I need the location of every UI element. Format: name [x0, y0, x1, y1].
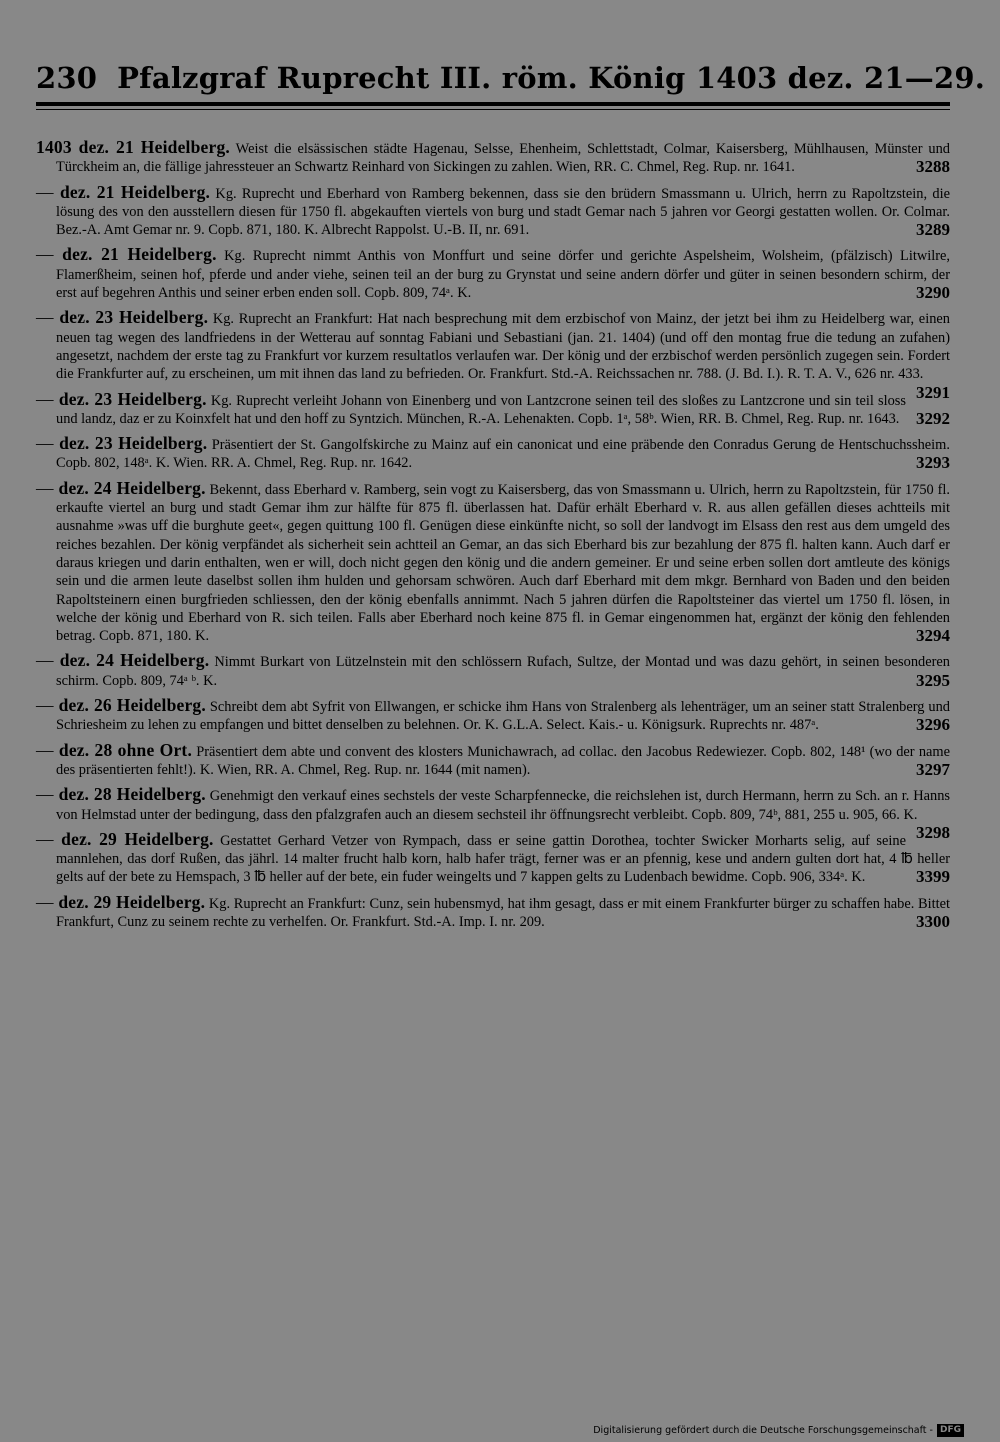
page-header [36, 58, 986, 98]
footer-credit [593, 1424, 964, 1437]
regest-entry: — dez. 21 Heidelberg. Kg. Ruprecht nimmt Anthis von Monffurt und seine dörfer und gerichte Aspelsheim, Wolsheim, (pfälzisch) Litwilre, Flamerßheim, seinen hof, pferde und ander viehe, seinen teil an der burg zu Grynstat und seine andern dörfer und güter in seinen besondern schirm, der erst auf begehren Anthis und seiner erben enden soll. Copb. 809, 74ᵃ. K. 3290 [36, 244, 950, 303]
entry-date: dez. 21 Heidelberg. [62, 244, 217, 265]
dfg-logo: DFG [937, 1424, 964, 1437]
regest-entry: — dez. 24 Heidelberg. Nimmt Burkart von Lützelnstein mit den schlössern Rufach, Sultze, der Montad und was dazu gehört, in seinen besonderen schirm. Copb. 809, 74ᵃ ᵇ. K. 3295 [36, 650, 950, 690]
regest-entry: — dez. 23 Heidelberg. Kg. Ruprecht an Frankfurt: Hat nach besprechung mit dem erzbischof von Mainz, der jetzt bei ihm zu Heidelberg war, einen neuen tag wegen des landfriedens in der Wetterau auf sonntag Fabiani und Sebastiani (jan. 21. 1404) (und off den montag frue die tedung an zufahen) angesetzt, nachdem der erste tag zu Frankfurt vor kurzem resultatlos verlaufen war. Der könig und der erzbischof werden persönlich zugegen sein. Fordert die Frankfurter auf, zu erscheinen, um mit ihnen das land zu befrieden. Or. Frankfurt. Std.-A. Reichssachen nr. 788. (J. Bd. I.). R. T. A. V., 626 nr. 433. 3291 [36, 307, 950, 402]
footer-text: Digitalisierung gefördert durch die Deutsche Forschungsgemeinschaft - [593, 1425, 933, 1436]
entry-number: 3293 [916, 453, 950, 473]
entry-number: 3292 [916, 408, 950, 428]
regest-entry: — dez. 29 Heidelberg. Gestattet Gerhard Vetzer von Rympach, dass er seine gattin Dorothea, tochter Swicker Morharts selig, auf seine mannlehen, das dorf Rußen, das jährl. 14 malter frucht halb korn, halb hafer trägt, ferner was er an pfennig, kese und andern gulten dort hat, 4 ℔ heller gelts auf der bete zu Hemspach, 3 ℔ heller auf der bete, ein fuder weingelts und 7 kappen gelts zu Ludenbach bewidme. Copb. 906, 334ᵃ. K. 3399 [36, 828, 950, 887]
entry-number: 3294 [916, 626, 950, 646]
entry-text: Präsentiert der St. Gangolfskirche zu Mainz auf ein canonicat und eine präbende den Conradus Gerung de Hentschuchssheim. Copb. 802, 148ᵃ. K. Wien. RR. A. Chmel, Reg. Rup. nr. 1642. [56, 437, 950, 472]
entry-text: Gestattet Gerhard Vetzer von Rympach, dass er seine gattin Dorothea, tochter Swicker Morharts selig, auf seine mannlehen, das dorf Rußen, das jährl. 14 malter frucht halb korn, halb hafer trägt, ferner was er an pfennig, kese und andern gulten dort hat, 4 ℔ heller gelts auf der bete zu Hemspach, 3 ℔ heller auf der bete, ein fuder weingelts und 7 kappen gelts zu Ludenbach bewidme. Copb. 906, 334ᵃ. K. [56, 832, 950, 886]
entry-text: Kg. Ruprecht an Frankfurt: Hat nach besprechung mit dem erzbischof von Mainz, der jetzt bei ihm zu Heidelberg war, einen neuen tag wegen des landfriedens in der Wetterau auf sonntag Fabiani und Sebastiani (jan. 21. 1404) (und off den montag frue die tedung an zufahen) angesetzt, nachdem der erste tag zu Frankfurt vor kurzem resultatlos verlaufen war. Der könig und der erzbischof werden persönlich zugegen sein. Fordert die Frankfurter auf, zu erscheinen, um mit ihnen das land zu befrieden. Or. Frankfurt. Std.-A. Reichssachen nr. 788. (J. Bd. I.). R. T. A. V., 626 nr. 433. [56, 311, 950, 383]
entry-date: dez. 24 Heidelberg. [59, 650, 210, 671]
entry-text: Kg. Ruprecht an Frankfurt: Cunz, sein hubensmyd, hat ihm gesagt, dass er mit einem Frankfurter bürger zu schaffen habe. Bittet Frankfurt, Cunz zu seinem rechte zu verhelfen. Or. Frankfurt. Std.-A. Imp. I. nr. 209. [56, 895, 950, 930]
entry-text: Genehmigt den verkauf eines sechstels der veste Scharpfennecke, die reichslehen ist, durch Hermann, herrn zu Sch. an r. Hanns von Helmstad unter der bedingung, dass den pfalzgrafen auch an diesem sechsteil ihr öffnungsrecht verbleibt. Copb. 809, 74ᵇ, 881, 255 u. 905, 66. K. [56, 788, 950, 823]
entry-text: Kg. Ruprecht nimmt Anthis von Monffurt und seine dörfer und gerichte Aspelsheim, Wolsheim, (pfälzisch) Litwilre, Flamerßheim, seinen hof, pferde und ander viehe, seinen teil an der burg zu Grynstat und seine andern dörfer und güter in seinen besondern schirm, der erst auf begehren Anthis und seiner erben enden soll. Copb. 809, 74ᵃ. K. [56, 248, 950, 302]
entry-number: 3288 [916, 157, 950, 177]
entry-number: 3300 [916, 911, 950, 931]
entry-number: 3297 [916, 759, 950, 779]
entry-date: dez. 21 Heidelberg. [60, 181, 211, 202]
entry-date: dez. 23 Heidelberg. [59, 433, 208, 454]
entry-date: dez. 29 Heidelberg. [61, 828, 214, 849]
entry-date: dez. 24 Heidelberg. [58, 477, 206, 498]
header-rule-thin [36, 109, 950, 110]
entry-date: dez. 23 Heidelberg. [58, 388, 207, 409]
entry-date: dez. 26 Heidelberg. [58, 695, 206, 716]
header-rule-thick [36, 102, 950, 106]
entry-number: 3296 [916, 715, 950, 735]
regest-entry: — dez. 29 Heidelberg. Kg. Ruprecht an Frankfurt: Cunz, sein hubensmyd, hat ihm gesagt, dass er mit einem Frankfurter bürger zu schaffen habe. Bittet Frankfurt, Cunz zu seinem rechte zu verhelfen. Or. Frankfurt. Std.-A. Imp. I. nr. 209. 3300 [36, 891, 950, 931]
entry-number: 3295 [916, 670, 950, 690]
entry-number: 3290 [916, 283, 950, 303]
entry-date: dez. 23 Heidelberg. [59, 307, 209, 328]
entry-text: Schreibt dem abt Syfrit von Ellwangen, er schicke ihm Hans von Stralenberg als lehenträger, um an seiner statt Stralenberg und Schriesheim zu lehen zu empfangen und bittet denselben zu belehnen. Or. K. G.L.A. Select. Kais.- u. Königsurk. Ruprechts nr. 487ᵃ. [56, 699, 950, 734]
entry-date: dez. 28 ohne Ort. [58, 739, 193, 760]
regest-entry: — dez. 26 Heidelberg. Schreibt dem abt Syfrit von Ellwangen, er schicke ihm Hans von Stralenberg als lehenträger, um an seiner statt Stralenberg und Schriesheim zu lehen zu empfangen und bittet denselben zu belehnen. Or. K. G.L.A. Select. Kais.- u. Königsurk. Ruprechts nr. 487ᵃ. 3296 [36, 695, 950, 735]
entry-number: 3289 [916, 220, 950, 240]
regest-entry: — dez. 23 Heidelberg. Präsentiert der St. Gangolfskirche zu Mainz auf ein canonicat und eine präbende den Conradus Gerung de Hentschuchssheim. Copb. 802, 148ᵃ. K. Wien. RR. A. Chmel, Reg. Rup. nr. 1642. 3293 [36, 433, 950, 473]
entry-text: Kg. Ruprecht verleiht Johann von Einenberg und von Lantzcrone seinen teil des sloßes zu Lantzcrone und sin teil sloss und landz, daz er zu Koinxfelt hat und den hoff zu Syntzich. München, R.-A. Lehenakten. Copb. 1ᵃ, 58ᵇ. Wien, RR. B. Chmel, Reg. Rup. nr. 1643. [56, 392, 906, 427]
regest-entry: — dez. 28 Heidelberg. Genehmigt den verkauf eines sechstels der veste Scharpfennecke, die reichslehen ist, durch Hermann, herrn zu Sch. an r. Hanns von Helmstad unter der bedingung, dass den pfalzgrafen auch an diesem sechsteil ihr öffnungsrecht verbleibt. Copb. 809, 74ᵇ, 881, 255 u. 905, 66. K. 3298 [36, 784, 950, 842]
entry-text: Weist die elsässischen städte Hagenau, Selsse, Ehenheim, Schlettstadt, Colmar, Kaisersberg, Mühlhausen, Münster und Türckheim an, die fällige jahressteuer an Schwartz Reinhard von Sickingen zu zahlen. Wien, RR. C. Chmel, Reg. Rup. nr. 1641. [56, 141, 950, 176]
regest-list [36, 138, 950, 937]
entry-number: 3399 [916, 867, 950, 887]
page-title: Pfalzgraf Ruprecht III. röm. König 1403 dez. 21—29. [117, 61, 986, 95]
entry-date: 1403 dez. 21 Heidelberg. [36, 137, 230, 157]
entry-text: Nimmt Burkart von Lützelnstein mit den schlössern Rufach, Sultze, der Montad und was dazu gehört, in seinen besonderen schirm. Copb. 809, 74ᵃ ᵇ. K. [56, 654, 950, 689]
regest-entry: — dez. 24 Heidelberg. Bekennt, dass Eberhard v. Ramberg, sein vogt zu Kaisersberg, das von Smassmann u. Ulrich, herrn zu Rapoltzstein, für 1750 fl. erkaufte viertel an burg und stadt Gemar ihm zur hälfte für 875 fl. überlassen hat. Dafür erhält Eberhard v. R. aus allen gefällen dieses achtteils mit ausnahme »was uff die burghute geet«, gegen quittung 100 fl. Genügen diese einkünfte nicht, so soll der landvogt im Elsass den rest aus dem umgeld des reiches bezahlen. Der könig verpfändet als sicherheit sein achtteil an Gemar, an das sich Eberhard bis zur bezahlung der 875 fl. halten kann. Auch darf er daraus kriegen und darin enthalten, wen er will, doch nicht gegen den könig und die andern gemeiner. Er und seine erben sollen dort amtleute des königs sein und die armen leute daselbst sollen ihm hulden und gehorsam schwören. Auch darf Eberhard mit dem mkgr. Bernhard von Baden und den beiden Rapoltsteinern einen burgfrieden schliessen, den der könig ebenfalls annimmt. Nach 5 jahren dürfen die Rapoltsteiner das viertel um 1750 fl. lösen, in welche der könig und Eberhard von R. sich teilen. Falls aber Eberhard noch keine 875 fl. in Gemar eingenommen hat, ergänzt der könig den fehlenden betrag. Copb. 871, 180. K. 3294 [36, 477, 950, 646]
regest-entry: — dez. 28 ohne Ort. Präsentiert dem abte und convent des klosters Munichawrach, ad collac. den Jacobus Redewiezer. Copb. 802, 148¹ (wo der name des präsentierten fehlt!). K. Wien, RR. A. Chmel, Reg. Rup. nr. 1644 (mit namen). 3297 [36, 739, 950, 779]
regest-entry: — dez. 23 Heidelberg. Kg. Ruprecht verleiht Johann von Einenberg und von Lantzcrone seinen teil des sloßes zu Lantzcrone und sin teil sloss und landz, daz er zu Koinxfelt hat und den hoff zu Syntzich. München, R.-A. Lehenakten. Copb. 1ᵃ, 58ᵇ. Wien, RR. B. Chmel, Reg. Rup. nr. 1643. 3292 [36, 388, 950, 428]
entry-number: 3298 [916, 822, 950, 842]
entry-text: Präsentiert dem abte und convent des klosters Munichawrach, ad collac. den Jacobus Redewiezer. Copb. 802, 148¹ (wo der name des präsentierten fehlt!). K. Wien, RR. A. Chmel, Reg. Rup. nr. 1644 (mit namen). [56, 743, 950, 778]
entry-number: 3291 [916, 382, 950, 402]
regest-entry: — dez. 21 Heidelberg. Kg. Ruprecht und Eberhard von Ramberg bekennen, dass sie den brüdern Smassmann u. Ulrich, herrn zu Rapoltzstein, die lösung des von den ausstellern diesen für 1750 fl. abgekauften viertels von burg und stadt Gemar nach 5 jahren vor Georgi gestatten wollen. Or. Colmar. Bez.-A. Amt Gemar nr. 9. Copb. 871, 180. K. Albrecht Rappolst. U.-B. II, nr. 691. 3289 [36, 181, 950, 240]
entry-date: dez. 29 Heidelberg. [58, 891, 206, 912]
entry-text: Kg. Ruprecht und Eberhard von Ramberg bekennen, dass sie den brüdern Smassmann u. Ulrich, herrn zu Rapoltzstein, die lösung des von den ausstellern diesen für 1750 fl. abgekauften viertels von burg und stadt Gemar nach 5 jahren vor Georgi gestatten wollen. Or. Colmar. Bez.-A. Amt Gemar nr. 9. Copb. 871, 180. K. Albrecht Rappolst. U.-B. II, nr. 691. [56, 185, 950, 239]
entry-text: Bekennt, dass Eberhard v. Ramberg, sein vogt zu Kaisersberg, das von Smassmann u. Ulrich, herrn zu Rapoltzstein, für 1750 fl. erkaufte viertel an burg und stadt Gemar ihm zur hälfte für 875 fl. überlassen hat. Dafür erhält Eberhard v. R. aus allen gefällen dieses achtteils mit ausnahme »was uff die burghute geet«, gegen quittung 100 fl. Genügen diese einkünfte nicht, so soll der landvogt im Elsass den rest aus dem umgeld des reiches bezahlen. Der könig verpfändet als sicherheit sein achtteil an Gemar, an das sich Eberhard bis zur bezahlung der 875 fl. halten kann. Auch darf er daraus kriegen und darin enthalten, wen er will, doch nicht gegen den könig und die andern gemeiner. Er und seine erben sollen dort amtleute des königs sein und die armen leute daselbst sollen ihm hulden und gehorsam schwören. Auch darf Eberhard mit dem mkgr. Bernhard von Baden und den beiden Rapoltsteinern einen burgfrieden schliessen, den der könig ebenfalls annimmt. Nach 5 jahren dürfen die Rapoltsteiner das viertel um 1750 fl. lösen, in welche der könig und Eberhard von R. sich teilen. Falls aber Eberhard noch keine 875 fl. in Gemar eingenommen hat, ergänzt der könig den fehlenden betrag. Copb. 871, 180. K. [56, 481, 950, 645]
entry-date: dez. 28 Heidelberg. [58, 784, 206, 805]
page-number: 230 [36, 61, 98, 95]
regest-entry [36, 138, 950, 177]
